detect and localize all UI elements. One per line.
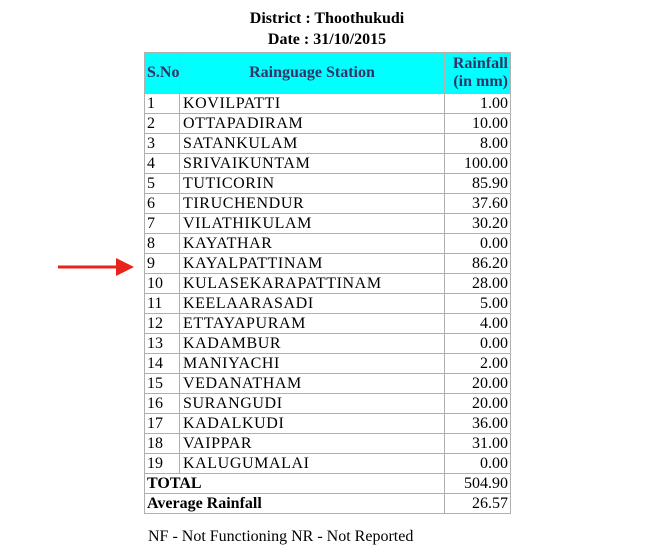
cell-station: ETTAYAPURAM (180, 314, 445, 334)
cell-rainfall: 4.00 (445, 314, 511, 334)
highlight-arrow-icon (58, 255, 138, 284)
cell-rainfall: 86.20 (445, 254, 511, 274)
cell-rainfall: 2.00 (445, 354, 511, 374)
table-row (145, 154, 511, 174)
cell-sno: 17 (145, 414, 180, 434)
table-row (145, 134, 511, 154)
cell-station: SATANKULAM (180, 134, 445, 154)
cell-sno: 13 (145, 334, 180, 354)
cell-sno: 8 (145, 234, 180, 254)
cell-sno: 19 (145, 454, 180, 474)
cell-rainfall: 31.00 (445, 434, 511, 454)
table-row (145, 194, 511, 214)
cell-sno: 1 (145, 94, 180, 114)
district-title: District : Thoothukudi (249, 10, 405, 27)
column-header-rainfall-line: (in mm) (453, 73, 508, 90)
cell-station: SURANGUDI (180, 394, 445, 414)
cell-rainfall: 0.00 (445, 334, 511, 354)
table-row (145, 314, 511, 334)
table-row (145, 354, 511, 374)
total-row (145, 474, 511, 494)
table-row (145, 94, 511, 114)
cell-station: OTTAPADIRAM (180, 114, 445, 134)
report-date: Date : 31/10/2015 (267, 31, 387, 48)
cell-rainfall: 0.00 (445, 454, 511, 474)
cell-rainfall: 30.20 (445, 214, 511, 234)
cell-sno: 3 (145, 134, 180, 154)
cell-sno: 11 (145, 294, 180, 314)
cell-rainfall: 8.00 (445, 134, 511, 154)
table-row (145, 174, 511, 194)
table-row (145, 274, 511, 294)
column-header-rainfall-line: Rainfall (452, 55, 508, 72)
cell-rainfall: 37.60 (445, 194, 511, 214)
cell-station: KADALKUDI (180, 414, 445, 434)
average-row (145, 494, 511, 514)
table-row (145, 394, 511, 414)
legend-note: NF - Not Functioning NR - Not Reported (148, 528, 414, 545)
cell-station: MANIYACHI (180, 354, 445, 374)
cell-station: VILATHIKULAM (180, 214, 445, 234)
cell-sno: 12 (145, 314, 180, 334)
cell-station: TIRUCHENDUR (180, 194, 445, 214)
cell-station: KULASEKARAPATTINAM (180, 274, 445, 294)
cell-rainfall: 20.00 (445, 394, 511, 414)
report-header (144, 8, 510, 50)
cell-rainfall: 5.00 (445, 294, 511, 314)
column-header-sno: S.No (145, 53, 180, 94)
table-row (145, 414, 511, 434)
column-header-rainfall (445, 53, 511, 94)
cell-station: KAYATHAR (180, 234, 445, 254)
cell-rainfall: 1.00 (445, 94, 511, 114)
cell-sno: 18 (145, 434, 180, 454)
cell-sno: 15 (145, 374, 180, 394)
table-row (145, 434, 511, 454)
cell-station: KOVILPATTI (180, 94, 445, 114)
table-row (145, 254, 511, 274)
cell-rainfall: 20.00 (445, 374, 511, 394)
cell-station: KEELAARASADI (180, 294, 445, 314)
average-label: Average Rainfall (145, 494, 445, 514)
cell-rainfall: 100.00 (445, 154, 511, 174)
total-value: 504.90 (445, 474, 511, 494)
table-row (145, 334, 511, 354)
cell-sno: 16 (145, 394, 180, 414)
cell-sno: 9 (145, 254, 180, 274)
cell-station: VAIPPAR (180, 434, 445, 454)
average-value: 26.57 (445, 494, 511, 514)
table-row (145, 234, 511, 254)
table-row (145, 114, 511, 134)
cell-sno: 5 (145, 174, 180, 194)
cell-station: TUTICORIN (180, 174, 445, 194)
table-header-row (145, 53, 511, 94)
table-row (145, 294, 511, 314)
cell-rainfall: 10.00 (445, 114, 511, 134)
table-row (145, 214, 511, 234)
cell-rainfall: 85.90 (445, 174, 511, 194)
cell-station: KADAMBUR (180, 334, 445, 354)
cell-station: KALUGUMALAI (180, 454, 445, 474)
cell-station: SRIVAIKUNTAM (180, 154, 445, 174)
cell-sno: 6 (145, 194, 180, 214)
column-header-station: Rainguage Station (180, 53, 445, 94)
cell-sno: 7 (145, 214, 180, 234)
cell-rainfall: 36.00 (445, 414, 511, 434)
cell-station: VEDANATHAM (180, 374, 445, 394)
cell-rainfall: 28.00 (445, 274, 511, 294)
total-label: TOTAL (145, 474, 445, 494)
cell-sno: 14 (145, 354, 180, 374)
table-row (145, 454, 511, 474)
rainfall-table (144, 52, 511, 514)
cell-station: KAYALPATTINAM (180, 254, 445, 274)
cell-sno: 4 (145, 154, 180, 174)
table-row (145, 374, 511, 394)
cell-sno: 2 (145, 114, 180, 134)
cell-sno: 10 (145, 274, 180, 294)
cell-rainfall: 0.00 (445, 234, 511, 254)
